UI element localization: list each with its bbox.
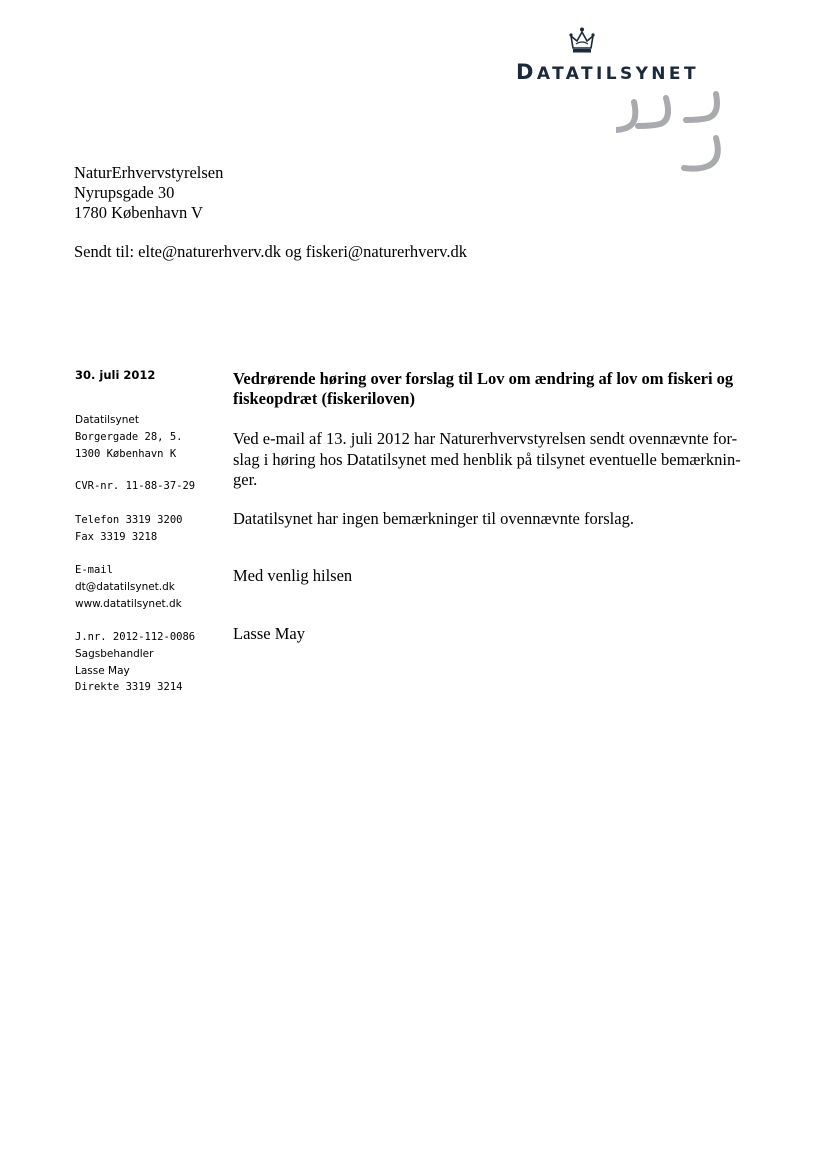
paragraph-line: ger. xyxy=(233,470,258,489)
direct-phone: Direkte 3319 3214 xyxy=(75,681,183,694)
phone-number: Telefon 3319 3200 xyxy=(75,514,183,526)
logo-marks-graphic xyxy=(616,90,726,176)
subject-line: Vedrørende høring over forslag til Lov om ændring af lov om fiskeri og xyxy=(233,369,734,388)
recipient-address xyxy=(74,163,223,223)
body-paragraph: Datatilsynet har ingen bemærkninger til ovennævnte forslag. xyxy=(233,509,634,528)
cvr-number: CVR-nr. 11-88-37-29 xyxy=(75,480,196,492)
letter-subject xyxy=(233,369,748,409)
email-link[interactable]: dt@datatilsynet.dk xyxy=(75,580,175,593)
sender-address xyxy=(75,412,182,462)
fax-number: Fax 3319 3218 xyxy=(75,530,158,543)
email-label: E-mail xyxy=(75,564,113,576)
journal-number: J.nr. 2012-112-0086 xyxy=(75,631,196,643)
signature-name: Lasse May xyxy=(233,624,305,643)
recipient-city: 1780 København V xyxy=(74,203,203,222)
case-info-block xyxy=(75,629,195,696)
paragraph-line: slag i høring hos Datatilsynet med henblik på tilsynet eventuelle bemærknin- xyxy=(233,449,741,469)
sender-street: Borgergade 28, 5. xyxy=(75,430,183,443)
crown-icon xyxy=(568,26,596,56)
recipient-name: NaturErhvervstyrelsen xyxy=(74,163,224,182)
website-link[interactable]: www.datatilsynet.dk xyxy=(75,597,182,610)
organization-wordmark: DATATILSYNET xyxy=(516,60,699,84)
contact-web-block xyxy=(75,562,182,612)
recipient-street: Nyrupsgade 30 xyxy=(74,183,175,202)
letterhead-logo xyxy=(516,26,748,176)
sender-city: 1300 København K xyxy=(75,447,177,460)
case-handler-name: Lasse May xyxy=(75,664,130,677)
contact-phone-block xyxy=(75,512,182,546)
body-paragraph xyxy=(233,429,748,491)
closing-salutation: Med venlig hilsen xyxy=(233,566,353,585)
sent-to-line: Sendt til: elte@naturerhverv.dk og fiskeri@naturerhverv.dk xyxy=(74,242,467,261)
case-handler-label: Sagsbehandler xyxy=(75,647,154,660)
letter-date: 30. juli 2012 xyxy=(75,368,156,382)
sender-org: Datatilsynet xyxy=(75,414,139,426)
paragraph-line: Ved e-mail af 13. juli 2012 har Naturerhvervstyrelsen sendt ovennævnte for- xyxy=(233,429,738,448)
subject-line: fiskeopdræt (fiskeriloven) xyxy=(233,389,415,408)
